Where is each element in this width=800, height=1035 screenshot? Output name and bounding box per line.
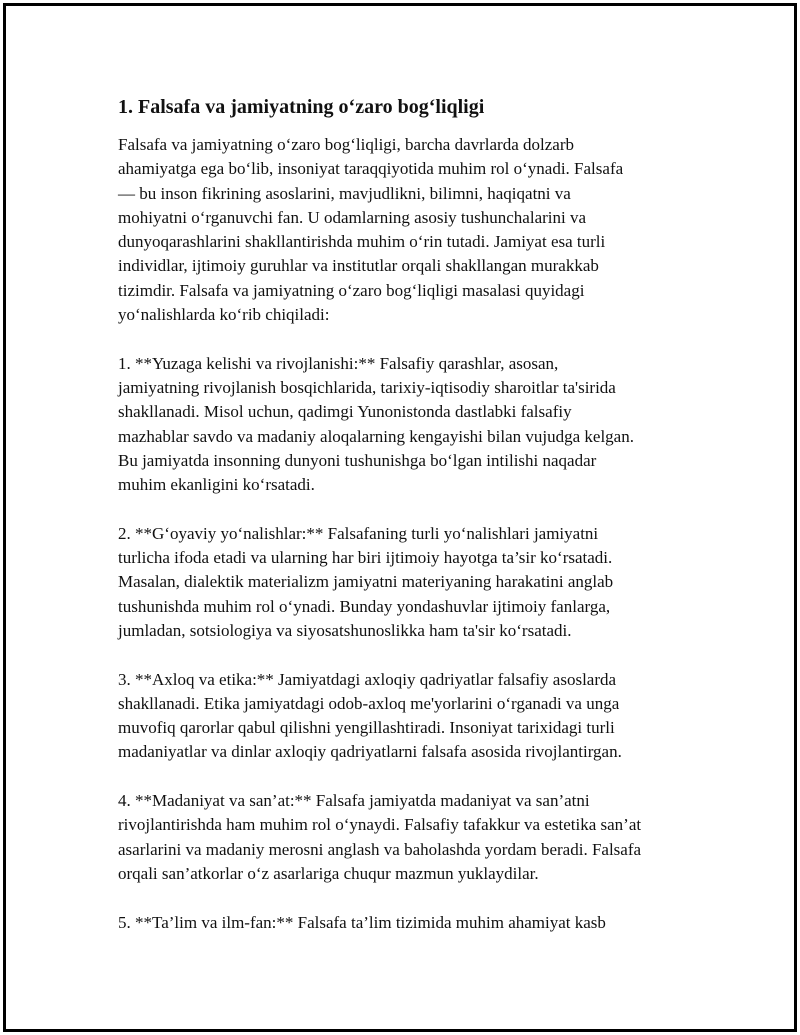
- text-line: madaniyatlar va dinlar axloqiy qadriyatlarni falsafa asosida rivojlantirgan.: [118, 742, 622, 762]
- paragraph-item-5: [118, 911, 758, 935]
- text-line: 1. **Yuzaga kelishi va rivojlanishi:** Falsafiy qarashlar, asosan,: [118, 353, 559, 373]
- text-line: Bu jamiyatda insonning dunyoni tushunishga bo‘lgan intilishi naqadar: [118, 450, 597, 470]
- paragraph-item-1: [118, 352, 758, 498]
- text-line: 4. **Madaniyat va san’at:** Falsafa jamiyatda madaniyat va san’atni: [118, 791, 590, 811]
- document-body: [118, 95, 758, 959]
- text-line: jamiyatning rivojlanish bosqichlarida, tarixiy-iqtisodiy sharoitlar ta'sirida: [118, 377, 616, 397]
- text-line: orqali san’atkorlar o‘z asarlariga chuqur mazmun yuklaydilar.: [118, 863, 539, 883]
- text-line: muvofiq qarorlar qabul qilishni yengillashtiradi. Insoniyat tarixidagi turli: [118, 718, 615, 738]
- text-line: turlicha ifoda etadi va ularning har biri ijtimoiy hayotga ta’sir ko‘rsatadi.: [118, 548, 613, 568]
- text-line: yo‘nalishlarda ko‘rib chiqiladi:: [118, 305, 330, 325]
- section-heading: 1. Falsafa va jamiyatning o‘zaro bog‘liqligi: [118, 96, 485, 118]
- paragraph-item-2: [118, 522, 758, 643]
- text-line: asarlarini va madaniy merosni anglash va baholashda yordam beradi. Falsafa: [118, 839, 642, 859]
- paragraph-item-3: [118, 668, 758, 765]
- text-line: Falsafa va jamiyatning o‘zaro bog‘liqligi, barcha davrlarda dolzarb: [118, 135, 574, 154]
- text-line: shakllanadi. Misol uchun, qadimgi Yunonistonda dastlabki falsafiy: [118, 402, 572, 422]
- text-line: individlar, ijtimoiy guruhlar va institutlar orqali shakllangan murakkab: [118, 256, 599, 276]
- text-line: dunyoqarashlarini shakllantirishda muhim o‘rin tutadi. Jamiyat esa turli: [118, 232, 606, 252]
- text-line: tizimdir. Falsafa va jamiyatning o‘zaro bog‘liqligi masalasi quyidagi: [118, 280, 585, 300]
- paragraph-intro: [118, 133, 758, 327]
- text-line: Masalan, dialektik materializm jamiyatni materiyaning harakatini anglab: [118, 572, 614, 592]
- text-line: 2. **G‘oyaviy yo‘nalishlar:** Falsafaning turli yo‘nalishlari jamiyatni: [118, 523, 599, 543]
- text-line: 5. **Ta’lim va ilm-fan:** Falsafa ta’lim tizimida muhim ahamiyat kasb: [118, 912, 606, 932]
- text-line: jumladan, sotsiologiya va siyosatshunoslikka ham ta'sir ko‘rsatadi.: [118, 620, 572, 640]
- text-line: tushunishda muhim rol o‘ynadi. Bunday yondashuvlar ijtimoiy fanlarga,: [118, 596, 611, 616]
- text-line: mazhablar savdo va madaniy aloqalarning kengayishi bilan vujudga kelgan.: [118, 426, 634, 446]
- text-line: 3. **Axloq va etika:** Jamiyatdagi axloqiy qadriyatlar falsafiy asoslarda: [118, 669, 617, 689]
- text-line: ahamiyatga ega bo‘lib, insoniyat taraqqiyotida muhim rol o‘ynadi. Falsafa: [118, 159, 624, 179]
- paragraph-item-4: [118, 789, 758, 886]
- text-line: rivojlantirishda ham muhim rol o‘ynaydi. Falsafiy tafakkur va estetika san’at: [118, 815, 642, 835]
- text-line: muhim ekanligini ko‘rsatadi.: [118, 475, 315, 495]
- text-line: mohiyatni o‘rganuvchi fan. U odamlarning asosiy tushunchalarini va: [118, 207, 587, 227]
- text-line: — bu inson fikrining asoslarini, mavjudlikni, bilimni, haqiqatni va: [118, 183, 571, 203]
- text-line: shakllanadi. Etika jamiyatdagi odob-axloq me'yorlarini o‘rganadi va unga: [118, 693, 620, 713]
